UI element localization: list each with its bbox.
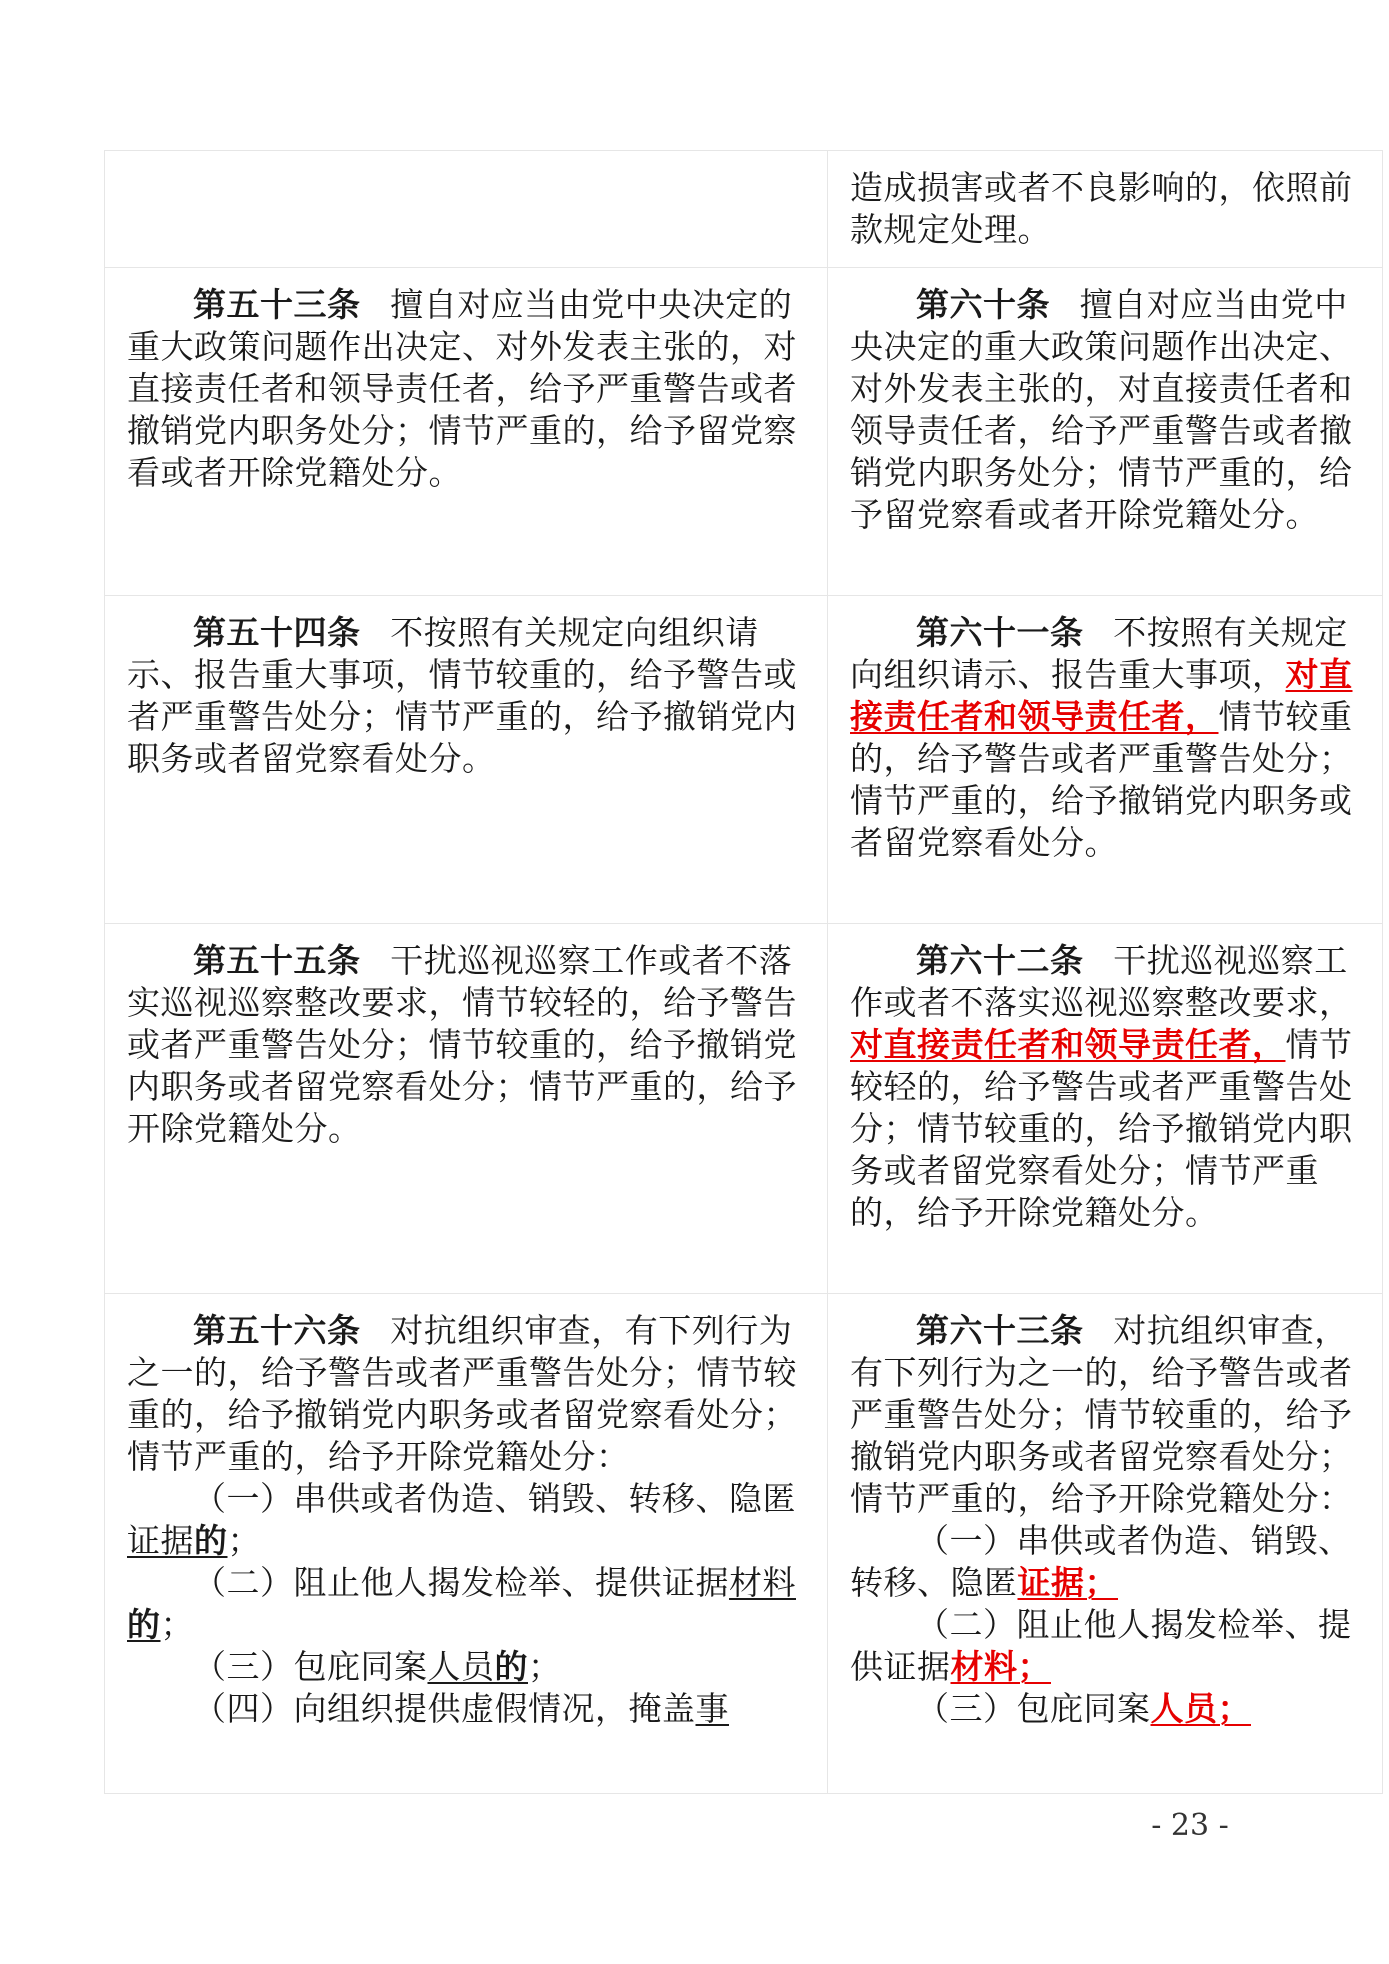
- article-text: 干扰巡视巡察工作或者不落实巡视巡察整改要求，情节较轻的，给予警告或者严重警告处分；情节较重的，给予撤销党内职务或者留党察看处分；情节严重的，给予开除党籍处分。: [127, 941, 797, 1148]
- article-paragraph: [127, 940, 805, 1150]
- article-text: 擅自对应当由党中央决定的重大政策问题作出决定、对外发表主张的，对直接责任者和领导责任者，给予严重警告或者撤销党内职务处分；情节严重的，给予留党察看或者开除党籍处分。: [850, 285, 1353, 534]
- article-number: 第六十条: [916, 285, 1050, 324]
- article-text: 擅自对应当由党中央决定的重大政策问题作出决定、对外发表主张的，对直接责任者和领导责任者，给予严重警告或者撤销党内职务处分；情节严重的，给予留党察看或者开除党籍处分。: [127, 285, 797, 492]
- list-item: （三）包庇同案人员；: [916, 1689, 1251, 1728]
- article-number: 第五十三条: [193, 285, 361, 324]
- article-text: 不按照有关规定向组织请示、报告重大事项，: [850, 613, 1348, 694]
- table-row: [105, 1294, 1383, 1794]
- left-cell: [105, 151, 828, 268]
- article-number: 第六十一条: [916, 613, 1084, 652]
- article-paragraph: [127, 1310, 805, 1478]
- list-item: （一）串供或者伪造、销毁、转移、隐匿证据；: [850, 1521, 1352, 1602]
- table-row: [105, 596, 1383, 924]
- revision-highlight: 材料；: [950, 1647, 1051, 1686]
- list-item: （四）向组织提供虚假情况，掩盖事: [193, 1689, 729, 1728]
- left-cell: [105, 1294, 828, 1794]
- article-paragraph: [850, 940, 1360, 1234]
- article-text: 干扰巡视巡察工作或者不落实巡视巡察整改要求，: [850, 941, 1353, 1022]
- article-text: 情节较轻的，给予警告或者严重警告处分；情节较重的，给予撤销党内职务或者留党察看处分；情节严重的，给予开除党籍处分。: [850, 1025, 1353, 1232]
- left-cell: [105, 924, 828, 1294]
- right-cell: [828, 596, 1383, 924]
- article-number: 第五十五条: [193, 941, 361, 980]
- right-cell: [828, 151, 1383, 268]
- right-cell: [828, 1294, 1383, 1794]
- revision-highlight: 人员；: [1150, 1689, 1251, 1728]
- article-paragraph: [850, 1310, 1360, 1520]
- article-text: 对抗组织审查，有下列行为之一的，给予警告或者严重警告处分；情节较重的，给予撤销党内职务或者留党察看处分；情节严重的，给予开除党籍处分：: [850, 1311, 1353, 1518]
- revision-highlight: 对直接责任者和领导责任者，: [850, 655, 1353, 736]
- article-number: 第五十四条: [193, 613, 361, 652]
- continuation-text: 造成损害或者不良影响的，依照前款规定处理。: [850, 168, 1353, 249]
- table-row: [105, 268, 1383, 596]
- right-cell: [828, 924, 1383, 1294]
- article-text: 情节较重的，给予警告或者严重警告处分；情节严重的，给予撤销党内职务或者留党察看处分。: [850, 697, 1353, 862]
- page-number: - 23 -: [1151, 1808, 1229, 1843]
- table-row: [105, 151, 1383, 268]
- article-number: 第六十三条: [916, 1311, 1084, 1350]
- right-cell: [828, 268, 1383, 596]
- article-text: 不按照有关规定向组织请示、报告重大事项，情节较重的，给予警告或者严重警告处分；情节严重的，给予撤销党内职务或者留党察看处分。: [127, 613, 797, 778]
- article-number: 第六十二条: [916, 941, 1084, 980]
- article-paragraph: [127, 284, 805, 494]
- list-item: （二）阻止他人揭发检举、提供证据材料；: [850, 1605, 1352, 1686]
- article-paragraph: [850, 612, 1360, 864]
- left-cell: [105, 268, 828, 596]
- article-paragraph: [850, 284, 1360, 536]
- table-row: [105, 924, 1383, 1294]
- left-cell: [105, 596, 828, 924]
- revision-highlight: 证据；: [1017, 1563, 1118, 1602]
- article-paragraph: [127, 612, 805, 780]
- comparison-table: [104, 150, 1383, 1794]
- revision-highlight: 对直接责任者和领导责任者，: [850, 1025, 1286, 1064]
- list-item: （二）阻止他人揭发检举、提供证据材料的；: [127, 1563, 796, 1644]
- list-item: （一）串供或者伪造、销毁、转移、隐匿证据的；: [127, 1479, 796, 1560]
- article-text: 对抗组织审查，有下列行为之一的，给予警告或者严重警告处分；情节较重的，给予撤销党内职务或者留党察看处分；情节严重的，给予开除党籍处分：: [127, 1311, 797, 1476]
- article-number: 第五十六条: [193, 1311, 361, 1350]
- list-item: （三）包庇同案人员的；: [193, 1647, 562, 1686]
